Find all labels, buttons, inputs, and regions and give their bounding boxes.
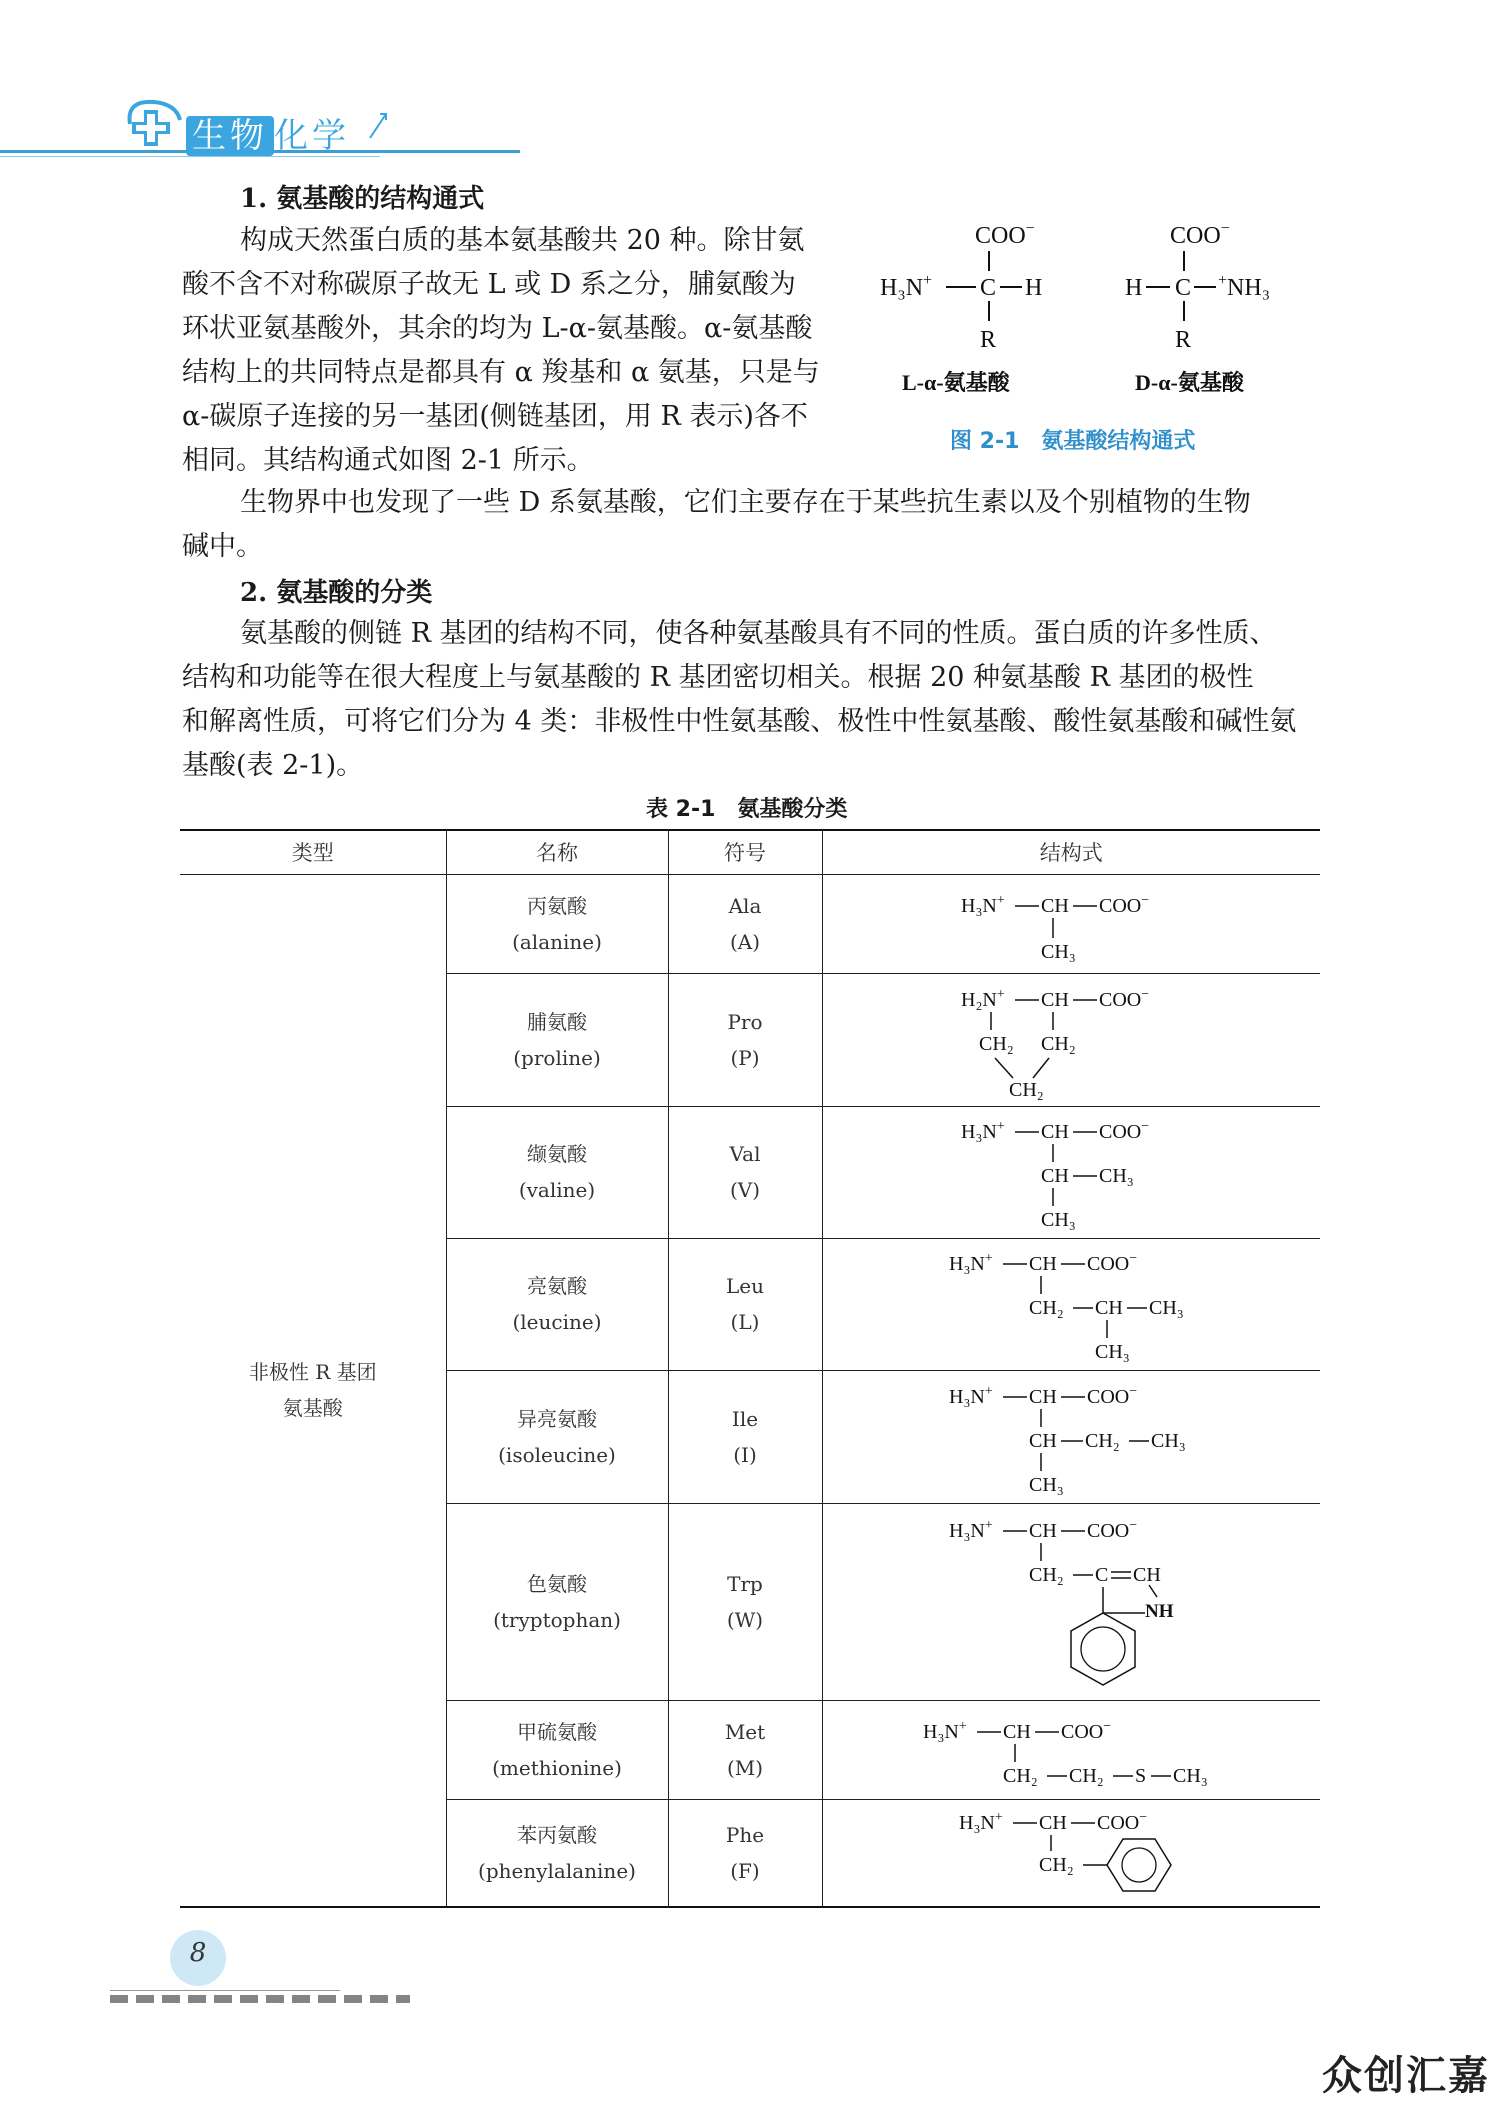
category-line-1: 非极性 R 基团 — [248, 1360, 377, 1385]
svg-text:COO−: COO− — [975, 220, 1035, 249]
section1-line-4: 结构上的共同特点是都具有 α 羧基和 α 氨基，只是与 — [182, 357, 820, 388]
formula-cell — [822, 973, 1320, 1106]
name-en: (proline) — [513, 1045, 601, 1070]
svg-text:H₃N+: H₃N+ — [961, 892, 1006, 917]
formula-cell — [822, 1106, 1320, 1238]
svg-text:H: H — [1025, 275, 1043, 301]
section1-heading: 1. 氨基酸的结构通式 — [240, 184, 485, 214]
symbol-cell — [668, 1799, 822, 1907]
watermark: 众创汇嘉 — [1322, 2053, 1490, 2099]
svg-text:CH: CH — [1028, 1519, 1057, 1542]
l-amino-acid-structure — [880, 220, 1042, 395]
section1-line-6: 相同。其结构通式如图 2-1 所示。 — [182, 445, 594, 476]
footer-rule — [110, 1990, 340, 1991]
code1: (P) — [730, 1045, 760, 1070]
svg-text:H₃N+: H₃N+ — [948, 1517, 993, 1542]
svg-text:CH₂: CH₂ — [1041, 1032, 1077, 1055]
header-arrow-icon — [368, 110, 390, 140]
name-cell — [446, 874, 668, 973]
table-header-row — [180, 830, 1320, 874]
svg-text:CH: CH — [1041, 988, 1070, 1011]
svg-text:CH₂: CH₂ — [979, 1032, 1015, 1055]
svg-text:CH: CH — [1028, 1253, 1057, 1275]
l-amino-acid-label: L-α-氨基酸 — [902, 370, 1010, 395]
formula-cell — [822, 1370, 1320, 1503]
svg-text:+NH₃: +NH₃ — [1218, 272, 1271, 301]
symbol-cell — [668, 1106, 822, 1238]
book-title-part2: 化学 — [274, 116, 350, 156]
svg-text:COO−: COO− — [1099, 892, 1150, 917]
d-amino-acid-label: D-α-氨基酸 — [1135, 370, 1244, 395]
alanine-structure — [961, 882, 1181, 966]
symbol-cell — [668, 1700, 822, 1799]
table-row — [180, 874, 1320, 973]
symbol-cell — [668, 1503, 822, 1700]
code3: Leu — [726, 1274, 764, 1298]
name-en: (leucine) — [512, 1310, 602, 1334]
col-header-symbol: 符号 — [668, 830, 822, 874]
svg-text:H₃N+: H₃N+ — [948, 1383, 993, 1408]
code3: Ala — [728, 893, 762, 918]
code3: Ile — [731, 1406, 759, 1431]
section2-line-1: 氨基酸的侧链 R 基团的结构不同，使各种氨基酸具有不同的性质。蛋白质的许多性质、 — [240, 618, 1277, 649]
page-number: 8 — [189, 1938, 207, 1968]
svg-text:CH₂: CH₂ — [1068, 1764, 1104, 1787]
category-line-2: 氨基酸 — [282, 1396, 343, 1421]
medical-cross-icon — [120, 94, 190, 152]
svg-text:CH₂: CH₂ — [1009, 1078, 1045, 1101]
formula-cell — [822, 1700, 1320, 1799]
footer-dashes — [110, 1995, 410, 2003]
svg-text:COO−: COO− — [1170, 220, 1230, 249]
name-en: (alanine) — [512, 929, 602, 954]
svg-text:CH: CH — [1041, 1121, 1070, 1143]
name-cell — [446, 1238, 668, 1370]
name-cn: 苯丙氨酸 — [517, 1822, 597, 1847]
svg-text:CH₃: CH₃ — [1094, 1341, 1130, 1363]
svg-text:C: C — [1094, 1563, 1108, 1586]
symbol-cell — [668, 973, 822, 1106]
code1: (V) — [729, 1178, 761, 1202]
formula-cell — [822, 1799, 1320, 1907]
svg-text:CH₂: CH₂ — [1028, 1563, 1064, 1586]
svg-text:R: R — [1175, 327, 1192, 353]
symbol-cell — [668, 1238, 822, 1370]
col-header-formula: 结构式 — [1039, 841, 1103, 866]
svg-text:COO−: COO− — [1060, 1718, 1111, 1743]
section2-line-2: 结构和功能等在很大程度上与氨基酸的 R 基团密切相关。根据 20 种氨基酸 R 基团的极性 — [182, 662, 1254, 693]
name-cn: 丙氨酸 — [527, 893, 587, 918]
tryptophan-structure — [949, 1509, 1209, 1695]
svg-text:COO−: COO− — [1086, 1517, 1137, 1542]
svg-text:C: C — [980, 275, 997, 301]
section1-line-1: 构成天然蛋白质的基本氨基酸共 20 种。除甘氨 — [240, 225, 805, 256]
svg-text:CH₃: CH₃ — [1172, 1764, 1208, 1787]
svg-text:NH: NH — [1144, 1600, 1173, 1622]
figure-caption: 图 2-1 氨基酸结构通式 — [950, 429, 1196, 454]
svg-text:H₂N+: H₂N+ — [961, 986, 1006, 1011]
name-cn: 异亮氨酸 — [517, 1406, 597, 1431]
svg-text:CH: CH — [1041, 1165, 1070, 1187]
svg-text:CH: CH — [1041, 894, 1070, 917]
phenylalanine-structure — [959, 1805, 1199, 1901]
book-title — [186, 108, 350, 157]
col-header-type: 类型 — [180, 830, 446, 874]
name-cn: 甲硫氨酸 — [517, 1719, 597, 1744]
amino-acid-table — [180, 829, 1320, 1908]
svg-text:CH₃: CH₃ — [1150, 1429, 1186, 1452]
name-cn: 色氨酸 — [527, 1571, 587, 1596]
svg-text:CH₂: CH₂ — [1002, 1764, 1038, 1787]
svg-text:CH: CH — [1002, 1720, 1031, 1743]
svg-text:R: R — [980, 327, 997, 353]
svg-text:COO−: COO− — [1099, 1119, 1150, 1143]
svg-text:H₃N+: H₃N+ — [922, 1718, 967, 1743]
name-en: (methionine) — [492, 1755, 622, 1780]
svg-text:CH: CH — [1028, 1429, 1057, 1452]
code1: (L) — [730, 1310, 760, 1334]
svg-text:CH₂: CH₂ — [1038, 1853, 1074, 1876]
code1: (W) — [726, 1607, 764, 1632]
svg-text:CH₃: CH₃ — [1041, 1209, 1077, 1231]
svg-text:CH: CH — [1132, 1563, 1161, 1586]
code3: Trp — [727, 1571, 763, 1596]
name-cn: 脯氨酸 — [527, 1009, 587, 1034]
svg-text:C: C — [1175, 275, 1192, 301]
svg-text:COO−: COO− — [1086, 1383, 1137, 1408]
svg-text:S: S — [1134, 1764, 1146, 1787]
section1-line-5: α-碳原子连接的另一基团(侧链基团，用 R 表示)各不 — [182, 401, 808, 432]
isoleucine-structure — [949, 1375, 1209, 1499]
svg-text:COO−: COO− — [1096, 1809, 1147, 1834]
svg-text:H₃N+: H₃N+ — [948, 1251, 993, 1275]
svg-text:CH₃: CH₃ — [1148, 1297, 1184, 1319]
category-cell — [180, 874, 446, 1907]
svg-text:CH: CH — [1028, 1385, 1057, 1408]
name-en: (tryptophan) — [493, 1607, 621, 1632]
svg-text:H: H — [1125, 275, 1143, 301]
section1-line-2: 酸不含不对称碳原子故无 L 或 D 系之分，脯氨酸为 — [182, 269, 796, 300]
symbol-cell — [668, 1370, 822, 1503]
name-en: (isoleucine) — [498, 1442, 616, 1467]
section1-para2-line-1: 生物界中也发现了一些 D 系氨基酸，它们主要存在于某些抗生素以及个别植物的生物 — [240, 487, 1251, 518]
formula-cell — [822, 1503, 1320, 1700]
name-cell — [446, 1503, 668, 1700]
formula-cell — [822, 874, 1320, 973]
valine-structure — [961, 1110, 1181, 1234]
svg-text:CH: CH — [1038, 1811, 1067, 1834]
proline-structure — [961, 978, 1181, 1102]
section2-line-3: 和解离性质，可将它们分为 4 类：非极性中性氨基酸、极性中性氨基酸、酸性氨基酸和碱性氨 — [182, 706, 1297, 737]
section1-para2-line-2: 碱中。 — [182, 531, 263, 562]
svg-text:CH: CH — [1094, 1297, 1123, 1319]
formula-cell — [822, 1238, 1320, 1370]
svg-text:H₃N+: H₃N+ — [958, 1809, 1003, 1834]
table-caption: 表 2-1 氨基酸分类 — [646, 797, 848, 822]
svg-text:CH₂: CH₂ — [1084, 1429, 1120, 1452]
name-cell — [446, 1106, 668, 1238]
code1: (M) — [726, 1755, 764, 1780]
code1: (I) — [733, 1442, 757, 1467]
name-en: (valine) — [518, 1178, 596, 1202]
name-cell — [446, 1700, 668, 1799]
code1: (F) — [730, 1858, 760, 1883]
d-amino-acid-structure — [1125, 220, 1270, 395]
svg-text:CH₃: CH₃ — [1099, 1165, 1135, 1187]
code3: Pro — [727, 1009, 763, 1034]
name-cn: 缬氨酸 — [527, 1142, 587, 1166]
col-header-name: 名称 — [446, 830, 668, 874]
svg-text:CH₂: CH₂ — [1028, 1297, 1064, 1319]
svg-text:H₃N+: H₃N+ — [961, 1119, 1006, 1143]
name-cell — [446, 973, 668, 1106]
figure-2-1 — [870, 215, 1290, 395]
svg-text:H₃N+: H₃N+ — [880, 272, 933, 301]
code3: Val — [729, 1142, 761, 1166]
code3: Phe — [725, 1822, 765, 1847]
svg-text:COO−: COO− — [1086, 1251, 1137, 1275]
svg-text:CH₃: CH₃ — [1041, 940, 1077, 963]
name-cell — [446, 1799, 668, 1907]
code1: (A) — [729, 929, 761, 954]
name-cn: 亮氨酸 — [527, 1274, 587, 1298]
section1-line-3: 环状亚氨基酸外，其余的均为 L-α-氨基酸。α-氨基酸 — [182, 313, 813, 344]
svg-text:CH₃: CH₃ — [1028, 1473, 1064, 1496]
svg-text:COO−: COO− — [1099, 986, 1150, 1011]
leucine-structure — [949, 1242, 1209, 1366]
methionine-structure — [923, 1708, 1233, 1792]
name-en: (phenylalanine) — [478, 1858, 636, 1883]
section2-line-4: 基酸(表 2-1)。 — [182, 750, 364, 781]
section2-heading: 2. 氨基酸的分类 — [240, 578, 433, 608]
book-title-part1: 生物 — [186, 116, 274, 156]
code3: Met — [724, 1719, 766, 1744]
symbol-cell — [668, 874, 822, 973]
name-cell — [446, 1370, 668, 1503]
